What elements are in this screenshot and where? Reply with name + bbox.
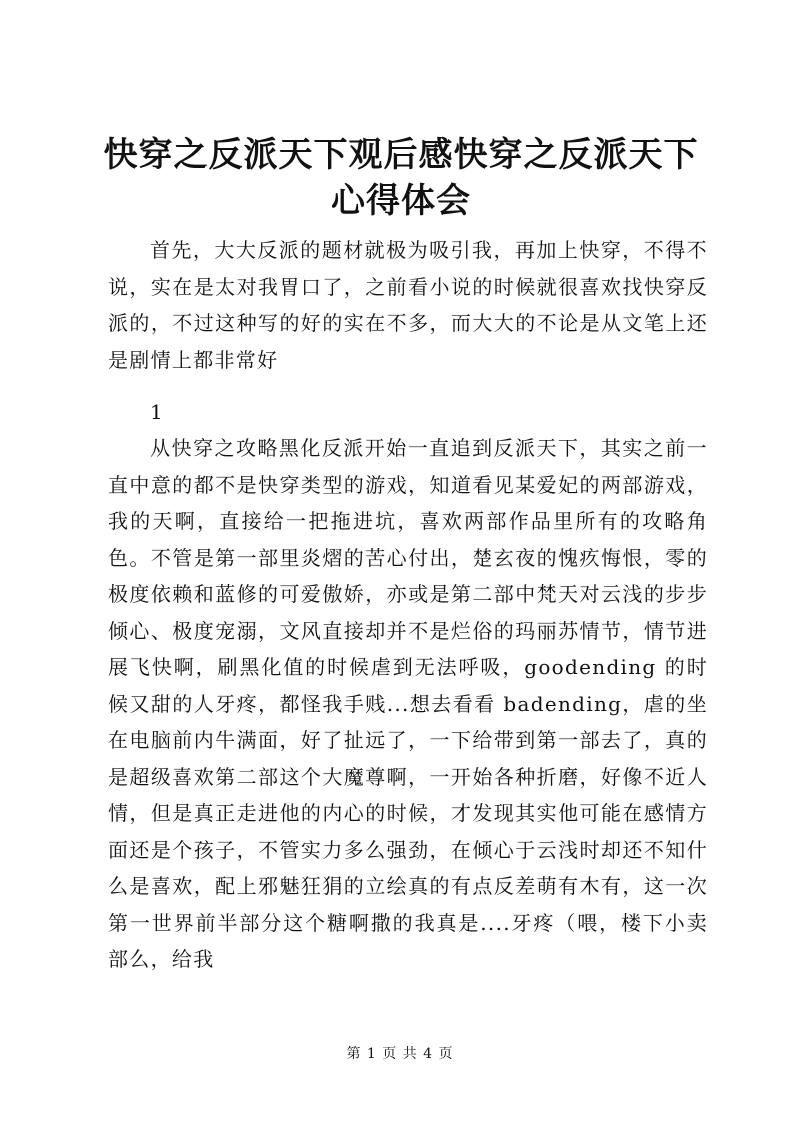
paragraph-number: 1 <box>150 400 165 424</box>
paragraph-main <box>108 430 708 978</box>
paragraph-main-text: 从快穿之攻略黑化反派开始一直追到反派天下，其实之前一直中意的都不是快穿类型的游戏，知道看见某爱妃的两部游戏，我的天啊，直接给一把拖进坑，喜欢两部作品里所有的攻略角色。不管是第一部里炎熠的苦心付出，楚玄夜的愧疚悔恨，零的极度依赖和蓝修的可爱傲娇，亦或是第二部中梵天对云浅的步步倾心、极度宠溺，文风直接却并不是烂俗的玛丽苏情节，情节进展飞快啊，刷黑化值的时候虐到无法呼吸，goodending 的时候又甜的人牙疼，都怪我手贱...想去看看 badending，虐的坐在电脑前内牛满面，好了扯远了，一下给带到第一部去了，真的是超级喜欢第二部这个大魔尊啊，一开始各种折磨，好像不近人情，但是真正走进他的内心的时候，才发现其实他可能在感情方面还是个孩子，不管实力多么强劲，在倾心于云浅时却还不知什么是喜欢，配上邪魅狂狷的立绘真的有点反差萌有木有，这一次第一世界前半部分这个糖啊撒的我真是....牙疼（喂，楼下小卖部么，给我 <box>108 436 708 971</box>
document-title: 快穿之反派天下观后感快穿之反派天下心得体会 <box>103 135 699 221</box>
page-footer: 第 1 页 共 4 页 <box>346 1046 454 1062</box>
paragraph-intro: 首先，大大反派的题材就极为吸引我，再加上快穿，不得不说，实在是太对我胃口了，之前看小说的时候就很喜欢找快穿反派的，不过这种写的好的实在不多，而大大的不论是从文笔上还是剧情上都非常好 <box>108 238 708 372</box>
